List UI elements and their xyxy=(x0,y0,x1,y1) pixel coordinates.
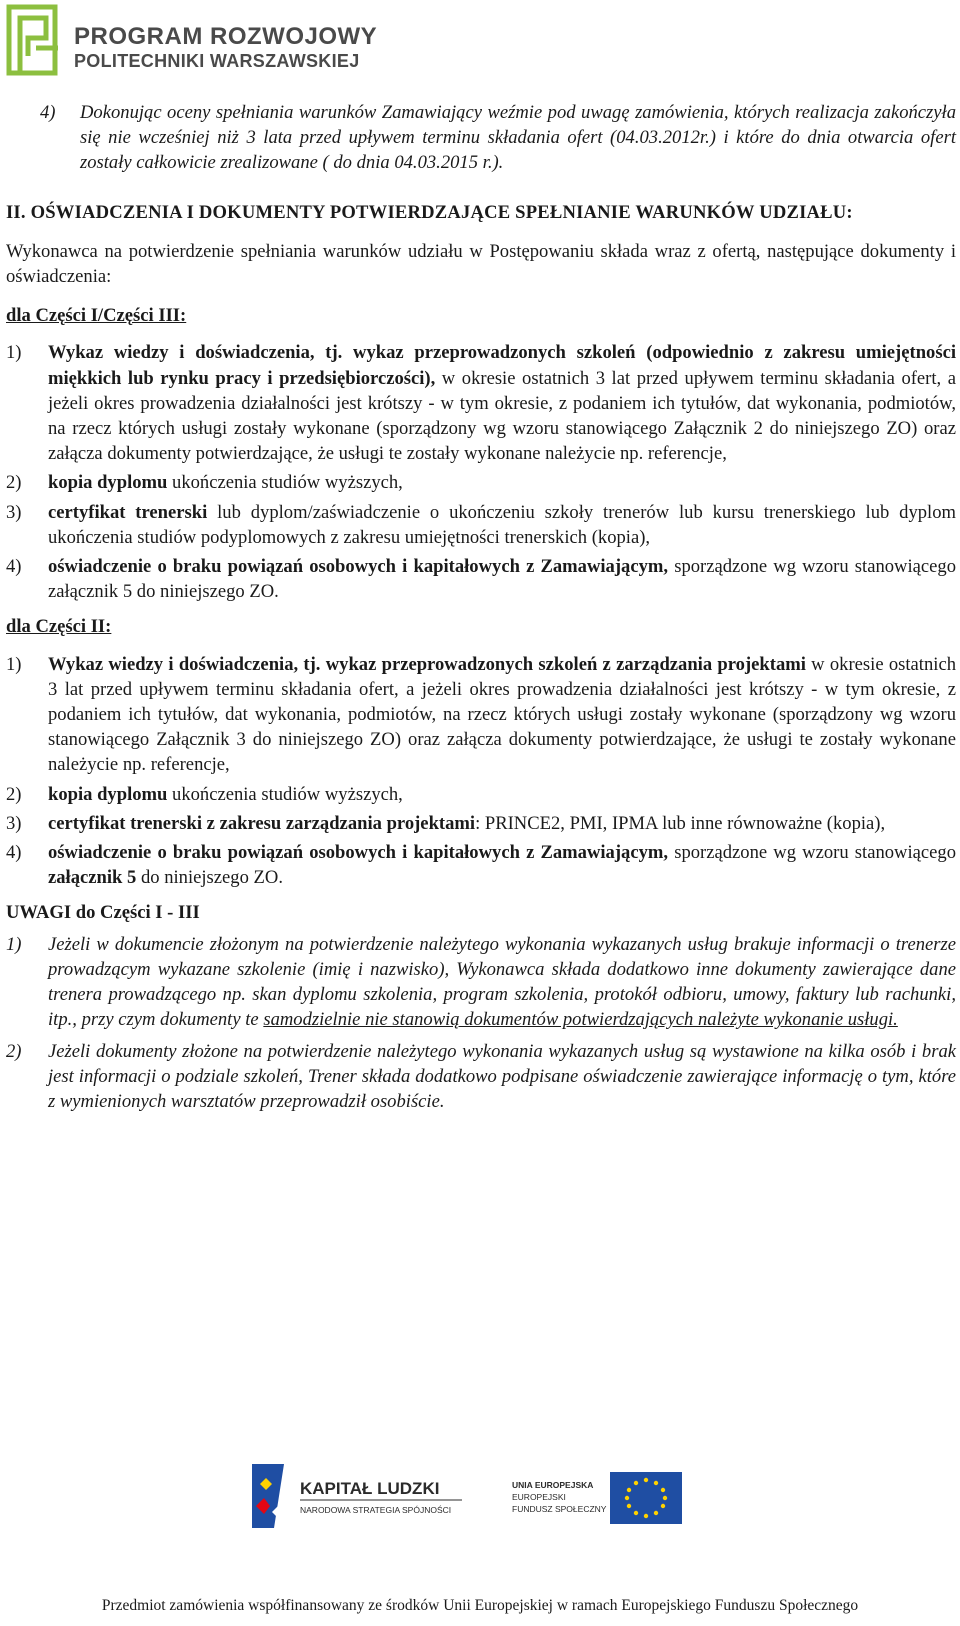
kapital-ludzki-logo-icon xyxy=(250,1460,470,1532)
item-bold-text: oświadczenie o braku powiązań osobowych i kapitałowych z Zamawiającym, xyxy=(48,842,669,864)
list-item xyxy=(6,1039,956,1115)
item-bold-text: certyfikat trenerski xyxy=(48,501,208,523)
list-item xyxy=(6,840,956,890)
uwagi-list xyxy=(6,932,956,1114)
uwagi-heading: UWAGI do Części I - III xyxy=(6,902,200,924)
item-text-2: do niniejszego ZO. xyxy=(136,867,283,889)
item-text: sporządzone wg wzoru stanowiącego xyxy=(668,842,957,864)
item-number: 4) xyxy=(6,556,22,578)
item-number: 4) xyxy=(40,102,56,123)
item-number: 3) xyxy=(6,501,22,523)
item-text: w okresie ostatnich 3 lat przed upływem terminu składania ofert, a jeżeli okres prowadzenia działalności jest krótszy - w tym okresie, z podaniem ich tytułów, dat wykonania, podmiotów, na rzecz których usługi zostały wykonane (sporządzony wg wzoru stanowiącego Załącznik 2 do niniejszego ZO) oraz załącza dokumenty potwierdzające, że usługi te zostały wykonane należycie np. referencje, xyxy=(48,367,956,465)
eu-esf-logo-icon xyxy=(510,1466,685,1530)
list-item xyxy=(6,340,956,466)
logo-subtitle: POLITECHNIKI WARSZAWSKIEJ xyxy=(74,51,360,71)
program-rozwojowy-logo-icon xyxy=(6,4,64,78)
item-text: Jeżeli dokumenty złożone na potwierdzenie należytego wykonania wykazanych usług są wystawione na kilka osób i brak jest informacji o podziale szkoleń, Trener składa dodatkowo podpisane oświadczenie zawierające informację o tym, które z wymienionych warsztatów przeprowadził osobiście. xyxy=(48,1040,956,1112)
item-text: sporządzone wg wzoru stanowiącego załącznik 5 do niniejszego ZO. xyxy=(48,556,957,603)
list-item xyxy=(6,500,956,550)
item-bold-text: oświadczenie o braku powiązań osobowych i kapitałowych z Zamawiającym, xyxy=(48,556,669,578)
list-item xyxy=(6,652,956,778)
item-text: ukończenia studiów wyższych, xyxy=(167,783,403,805)
list-item xyxy=(6,470,956,495)
footer-text: Przedmiot zamówienia współfinansowany ze środków Unii Europejskiej w ramach Europejskiego Funduszu Społecznego xyxy=(101,1597,859,1614)
list-item xyxy=(6,782,956,807)
section-paragraph: Wykonawca na potwierdzenie spełniania warunków udziału w Postępowaniu składa wraz z ofertą, następujące dokumenty i oświadczenia: xyxy=(6,240,956,288)
list-item xyxy=(6,932,956,1033)
item-bold-text-2: załącznik 5 xyxy=(48,867,137,889)
list-item xyxy=(6,811,956,836)
item-bold-text: kopia dyplomu xyxy=(48,472,168,494)
subhead-part-2: dla Części II: xyxy=(6,616,112,638)
requirements-list-part-2 xyxy=(6,652,956,891)
item-number: 2) xyxy=(6,1040,22,1062)
item-bold-text: kopia dyplomu xyxy=(48,783,168,805)
kl-subtitle: NARODOWA STRATEGIA SPÓJNOŚCI xyxy=(300,1505,452,1515)
kl-title: KAPITAŁ LUDZKI xyxy=(300,1479,440,1498)
logo-text xyxy=(74,24,377,72)
item-number: 2) xyxy=(6,472,22,494)
ue-line1: UNIA EUROPEJSKA xyxy=(512,1480,594,1490)
list-item xyxy=(6,554,956,604)
item-number: 1) xyxy=(6,653,22,675)
item-text: Jeżeli w dokumencie złożonym na potwierdzenie należytego wykonania wykazanych usług brakuje informacji o trenerze prowadzącym wykazane szkolenie (imię i nazwisko), Wykonawca składa dodatkowo inne dokumenty zawierające dane trenera prowadzącego np. skan dyplomu szkolenia, program szkolenia, protokół odbioru, umowy, faktury lub rachunki, itp., przy czym dokumenty te xyxy=(48,933,956,1031)
header xyxy=(6,4,426,84)
item-underlined-text: samodzielnie nie stanowią dokumentów potwierdzających należyte wykonanie usługi. xyxy=(263,1009,898,1031)
item-number: 1) xyxy=(6,933,22,955)
item-number: 4) xyxy=(6,842,22,864)
requirements-list-part-1-3 xyxy=(6,340,956,604)
item-text: lub dyplom/zaświadczenie o ukończeniu szkoły trenerów lub kursu trenerskiego lub dyplom ukończenia studiów podyplomowych z zakresu umiejętności trenerskich (kopia), xyxy=(48,501,956,548)
document-body xyxy=(6,100,956,1114)
item-text: Dokonując oceny spełniania warunków Zamawiający weźmie pod uwagę zamówienia, których realizacja zakończyła się nie wcześniej niż 3 lata przed upływem terminu składania ofert (04.03.2012r.) i które do dnia otwarcia ofert zostały całkowicie zrealizowane ( do dnia 04.03.2015 r.). xyxy=(80,102,956,174)
item-text: w okresie ostatnich 3 lat przed upływem terminu składania ofert, a jeżeli okres prowadzenia działalności jest krótszy - w tym okresie, z podaniem ich tytułów, dat wykonania, podmiotów, na rzecz których usługi zostały wykonane (sporządzony wg wzoru stanowiącego Załącznik 3 do niniejszego ZO) oraz załącza dokumenty potwierdzające, że usługi te zostały wykonane należycie np. referencje, xyxy=(48,653,956,776)
item-text: : PRINCE2, PMI, IPMA lub inne równoważne (kopia), xyxy=(475,812,886,834)
item-text: ukończenia studiów wyższych, xyxy=(167,472,403,494)
item-number: 1) xyxy=(6,342,22,364)
footer-logos xyxy=(0,1452,960,1542)
item-number: 3) xyxy=(6,812,22,834)
ue-line2: EUROPEJSKI xyxy=(512,1492,566,1502)
item-bold-text: Wykaz wiedzy i doświadczenia, tj. wykaz przeprowadzonych szkoleń (odpowiednio z zakresu umiejętności miękkich lub rynku pracy i przedsiębiorczości), xyxy=(48,342,956,389)
item-bold-text: Wykaz wiedzy i doświadczenia, tj. wykaz przeprowadzonych szkoleń z zarządzania projektami xyxy=(48,653,806,675)
logo-title: PROGRAM ROZWOJOWY xyxy=(74,23,378,50)
subhead-part-1-3: dla Części I/Części III: xyxy=(6,305,187,327)
item-number: 2) xyxy=(6,783,22,805)
item-bold-text: certyfikat trenerski z zakresu zarządzania projektami xyxy=(48,812,476,834)
list-item xyxy=(6,100,956,176)
ue-line3: FUNDUSZ SPOŁECZNY xyxy=(512,1504,607,1514)
intro-list xyxy=(6,100,956,176)
section-heading: II. OŚWIADCZENIA I DOKUMENTY POTWIERDZAJĄCE SPEŁNIANIE WARUNKÓW UDZIAŁU: xyxy=(6,201,853,223)
